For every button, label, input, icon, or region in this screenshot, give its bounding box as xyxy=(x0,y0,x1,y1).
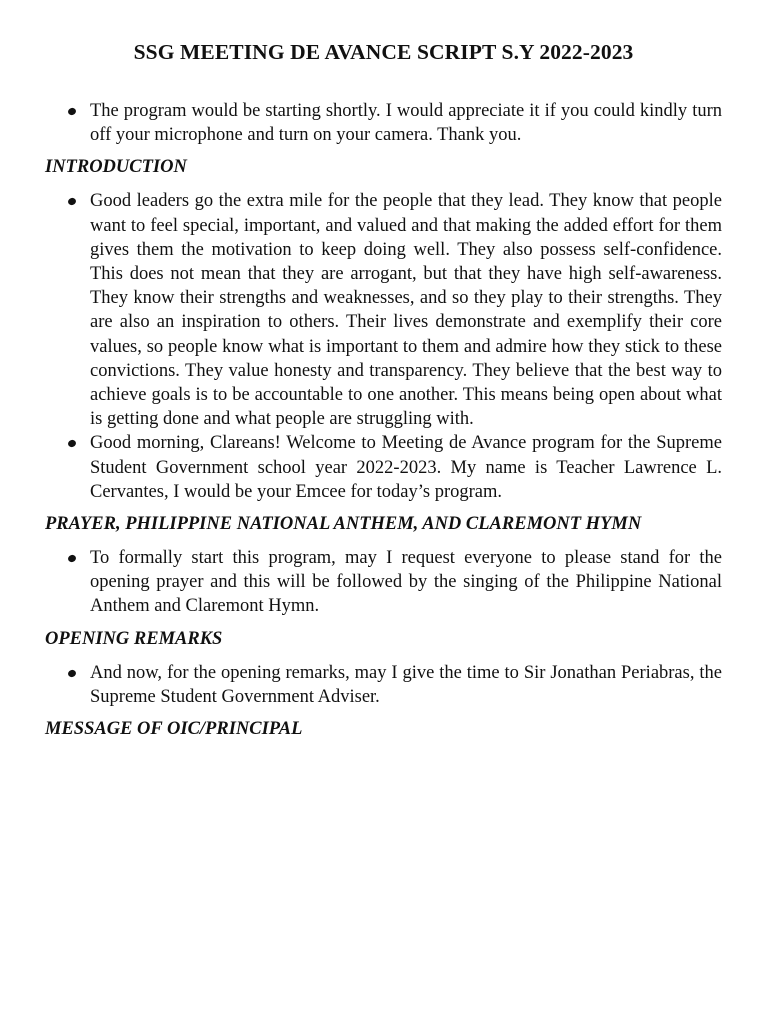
list-item xyxy=(45,99,722,147)
preamble-list xyxy=(45,99,722,147)
section-opening-remarks xyxy=(45,627,722,709)
section-heading: OPENING REMARKS xyxy=(45,628,223,649)
bullet-icon xyxy=(67,197,77,206)
list-item xyxy=(45,431,722,504)
list-item-text: To formally start this program, may I request everyone to please stand for the opening prayer and this will be followed by the singing of the Philippine National Anthem and Claremont Hymn. xyxy=(90,548,722,617)
list-item xyxy=(45,189,722,431)
section-list xyxy=(45,189,722,504)
section-heading: PRAYER, PHILIPPINE NATIONAL ANTHEM, AND CLAREMONT HYMN xyxy=(45,514,642,535)
bullet-icon xyxy=(67,107,77,116)
section-list xyxy=(45,546,722,619)
section-introduction xyxy=(45,155,722,504)
section-message-principal xyxy=(45,717,722,741)
list-item xyxy=(45,661,722,709)
list-item-text: And now, for the opening remarks, may I give the time to Sir Jonathan Periabras, the Supreme Student Government Adviser. xyxy=(90,662,722,707)
section-prayer-anthem-hymn xyxy=(45,512,722,619)
section-list xyxy=(45,661,722,709)
list-item-text: Good morning, Clareans! Welcome to Meeting de Avance program for the Supreme Student Government school year 2022-2023. My name is Teacher Lawrence L. Cervantes, I would be your Emcee for today’s program. xyxy=(90,433,722,502)
bullet-icon xyxy=(67,554,77,563)
document-title: SSG MEETING DE AVANCE SCRIPT S.Y 2022-2023 xyxy=(133,40,634,64)
bullet-icon xyxy=(67,668,77,677)
list-item-text: Good leaders go the extra mile for the people that they lead. They know that people want to feel special, important, and valued and that making the added effort for them gives them the motivation to keep doing well. They also possess self-confidence. This does not mean that they are arrogant, but that they have high self-awareness. They know their strengths and weaknesses, and so they play to their strengths. They are also an inspiration to others. Their lives demonstrate and exemplify their core values, so people know what is important to them and admire how they stick to these convictions. They value honesty and transparency. They believe that the best way to achieve goals is to be accountable to one another. This means being open about what is getting done and what people are struggling with. xyxy=(90,191,722,430)
section-heading: MESSAGE OF OIC/PRINCIPAL xyxy=(45,719,303,740)
section-heading: INTRODUCTION xyxy=(45,157,187,178)
bullet-icon xyxy=(67,439,77,448)
list-item xyxy=(45,546,722,619)
list-item-text: The program would be starting shortly. I would appreciate it if you could kindly turn off your microphone and turn on your camera. Thank you. xyxy=(90,101,722,146)
